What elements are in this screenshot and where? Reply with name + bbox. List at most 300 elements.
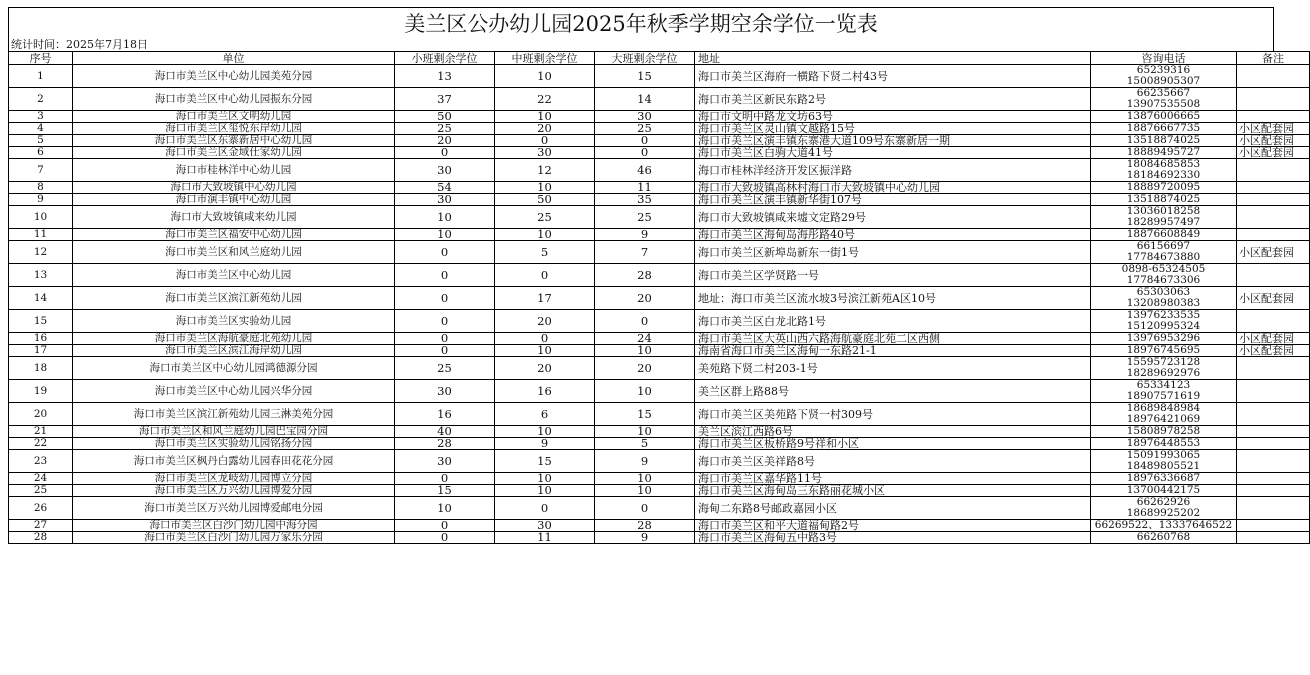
row-note [1237, 88, 1310, 111]
row-address: 海口市美兰区白驹大道41号 [695, 147, 1091, 159]
row-phone [1091, 229, 1237, 241]
row-large-class: 0 [595, 135, 695, 147]
row-no: 17 [9, 345, 73, 357]
row-middle-class: 20 [495, 310, 595, 333]
phone-number: 18876608849 [1126, 228, 1201, 240]
row-middle-class: 10 [495, 111, 595, 123]
phone-number: 18907571619 [1126, 390, 1201, 402]
row-large-class: 0 [595, 310, 695, 333]
row-large-class: 7 [595, 241, 695, 264]
row-large-class: 10 [595, 345, 695, 357]
row-small-class: 30 [395, 159, 495, 182]
row-address: 海口市美兰区演丰镇新华街107号 [695, 194, 1091, 206]
row-no: 28 [9, 532, 73, 544]
row-small-class: 0 [395, 520, 495, 532]
row-address: 海口市美兰区嘉华路11号 [695, 473, 1091, 485]
table-row [9, 403, 1310, 426]
row-middle-class: 30 [495, 520, 595, 532]
row-unit: 海口市美兰区实验幼儿园 [73, 310, 395, 333]
row-phone [1091, 206, 1237, 229]
row-unit: 海口市美兰区海航豪庭北苑幼儿园 [73, 333, 395, 345]
row-large-class: 10 [595, 485, 695, 497]
phone-number: 13036018258 [1126, 205, 1201, 217]
spreadsheet [8, 7, 1294, 669]
phone-number: 13208980383 [1126, 297, 1201, 309]
row-small-class: 30 [395, 194, 495, 206]
row-address: 海口市美兰区灵山镇文越路15号 [695, 123, 1091, 135]
table-row [9, 135, 1310, 147]
row-small-class: 16 [395, 403, 495, 426]
row-middle-class: 17 [495, 287, 595, 310]
row-phone [1091, 520, 1237, 532]
phone-number: 18976421069 [1126, 413, 1201, 425]
row-middle-class: 10 [495, 426, 595, 438]
row-unit: 海口市美兰区滨江新苑幼儿园 [73, 287, 395, 310]
row-unit: 海口市美兰区滨江海岸幼儿园 [73, 345, 395, 357]
row-large-class: 20 [595, 357, 695, 380]
row-no: 8 [9, 182, 73, 194]
row-unit: 海口市美兰区实验幼儿园铭扬分园 [73, 438, 395, 450]
phone-number: 66262926 [1136, 496, 1191, 508]
row-no: 23 [9, 450, 73, 473]
row-note [1237, 229, 1310, 241]
row-phone [1091, 88, 1237, 111]
row-phone [1091, 111, 1237, 123]
row-address: 海口市美兰区新民东路2号 [695, 88, 1091, 111]
row-small-class: 28 [395, 438, 495, 450]
row-middle-class: 0 [495, 497, 595, 520]
row-no: 3 [9, 111, 73, 123]
row-unit: 海口市大致坡镇咸来幼儿园 [73, 206, 395, 229]
row-note [1237, 473, 1310, 485]
row-address: 海口市美兰区板桥路9号祥和小区 [695, 438, 1091, 450]
phone-number: 15091993065 [1126, 449, 1201, 461]
row-unit: 海口市美兰区玺悦东岸幼儿园 [73, 123, 395, 135]
row-note [1237, 111, 1310, 123]
row-no: 13 [9, 264, 73, 287]
row-no: 19 [9, 380, 73, 403]
header-note: 备注 [1237, 52, 1310, 65]
table-row [9, 333, 1310, 345]
row-large-class: 30 [595, 111, 695, 123]
row-large-class: 20 [595, 287, 695, 310]
row-no: 12 [9, 241, 73, 264]
row-unit: 海口市美兰区文明幼儿园 [73, 111, 395, 123]
table-row [9, 450, 1310, 473]
row-no: 10 [9, 206, 73, 229]
row-unit: 海口市美兰区白沙门幼儿园中海分园 [73, 520, 395, 532]
row-note [1237, 310, 1310, 333]
row-middle-class: 20 [495, 123, 595, 135]
row-large-class: 25 [595, 123, 695, 135]
table-row [9, 194, 1310, 206]
row-no: 9 [9, 194, 73, 206]
row-note [1237, 520, 1310, 532]
row-note: 小区配套园 [1237, 333, 1310, 345]
row-small-class: 0 [395, 333, 495, 345]
table-row [9, 426, 1310, 438]
header-middle-class: 中班剩余学位 [495, 52, 595, 65]
row-unit: 海口市美兰区枫丹白露幼儿园春田花花分园 [73, 450, 395, 473]
row-middle-class: 11 [495, 532, 595, 544]
row-large-class: 10 [595, 426, 695, 438]
row-phone [1091, 135, 1237, 147]
vacancy-table [8, 51, 1310, 544]
row-middle-class: 25 [495, 206, 595, 229]
phone-number: 66260768 [1136, 531, 1191, 543]
row-large-class: 0 [595, 147, 695, 159]
row-small-class: 0 [395, 310, 495, 333]
row-phone [1091, 473, 1237, 485]
row-phone [1091, 485, 1237, 497]
row-small-class: 25 [395, 357, 495, 380]
table-row [9, 182, 1310, 194]
row-small-class: 15 [395, 485, 495, 497]
phone-number: 17784673306 [1126, 274, 1201, 286]
table-row [9, 357, 1310, 380]
row-small-class: 20 [395, 135, 495, 147]
row-large-class: 5 [595, 438, 695, 450]
phone-number: 18876667735 [1126, 122, 1201, 134]
row-small-class: 0 [395, 532, 495, 544]
row-phone [1091, 241, 1237, 264]
row-large-class: 14 [595, 88, 695, 111]
row-small-class: 30 [395, 380, 495, 403]
row-address: 美苑路下贤二村203-1号 [695, 357, 1091, 380]
row-note [1237, 438, 1310, 450]
row-note [1237, 264, 1310, 287]
table-row [9, 380, 1310, 403]
row-note: 小区配套园 [1237, 345, 1310, 357]
row-phone [1091, 357, 1237, 380]
row-phone [1091, 310, 1237, 333]
row-unit: 海口市美兰区滨江新苑幼儿园三淋美苑分园 [73, 403, 395, 426]
row-no: 16 [9, 333, 73, 345]
row-no: 15 [9, 310, 73, 333]
row-large-class: 46 [595, 159, 695, 182]
row-no: 1 [9, 65, 73, 88]
phone-number: 13700442175 [1126, 484, 1201, 496]
row-phone [1091, 287, 1237, 310]
row-phone [1091, 403, 1237, 426]
row-address: 海口市美兰区和平大道福甸路2号 [695, 520, 1091, 532]
table-row [9, 532, 1310, 544]
phone-number: 65334123 [1136, 379, 1191, 391]
header-phone: 咨询电话 [1091, 52, 1237, 65]
row-address: 美兰区群上路88号 [695, 380, 1091, 403]
stat-time: 统计时间：2025年7月18日 [8, 39, 1274, 51]
phone-number: 18289957497 [1126, 216, 1201, 228]
row-large-class: 25 [595, 206, 695, 229]
row-phone [1091, 345, 1237, 357]
row-note [1237, 357, 1310, 380]
row-unit: 海口市美兰区万兴幼儿园博爱分园 [73, 485, 395, 497]
row-note [1237, 450, 1310, 473]
phone-number: 15008905307 [1126, 75, 1201, 87]
row-note: 小区配套园 [1237, 123, 1310, 135]
row-address: 海口市大致坡镇咸来墟文定路29号 [695, 206, 1091, 229]
row-middle-class: 9 [495, 438, 595, 450]
table-row [9, 241, 1310, 264]
phone-number: 15120995324 [1126, 320, 1201, 332]
phone-number: 13876006665 [1126, 110, 1201, 122]
row-address: 海口市美兰区演丰镇东寨港大道109号东寨新居一期 [695, 135, 1091, 147]
row-middle-class: 10 [495, 182, 595, 194]
row-note [1237, 532, 1310, 544]
phone-number: 13976233535 [1126, 309, 1201, 321]
table-row [9, 497, 1310, 520]
row-phone [1091, 159, 1237, 182]
row-no: 20 [9, 403, 73, 426]
row-phone [1091, 380, 1237, 403]
phone-number: 65239316 [1136, 64, 1191, 76]
row-address: 海口市大致坡镇高林村海口市大致坡镇中心幼儿园 [695, 182, 1091, 194]
row-address: 海口市桂林洋经济开发区振洋路 [695, 159, 1091, 182]
row-note [1237, 403, 1310, 426]
row-address: 海口市美兰区美苑路下贤一村309号 [695, 403, 1091, 426]
row-address: 海口市美兰区美祥路8号 [695, 450, 1091, 473]
row-large-class: 28 [595, 264, 695, 287]
phone-number: 66269522、13337646522 [1094, 519, 1233, 531]
row-note: 小区配套园 [1237, 287, 1310, 310]
row-middle-class: 10 [495, 65, 595, 88]
row-unit: 海口市美兰区中心幼儿园美苑分园 [73, 65, 395, 88]
table-row [9, 123, 1310, 135]
row-middle-class: 30 [495, 147, 595, 159]
row-address: 地址：海口市美兰区流水坡3号滨江新苑A区10号 [695, 287, 1091, 310]
row-small-class: 37 [395, 88, 495, 111]
row-note [1237, 380, 1310, 403]
row-no: 14 [9, 287, 73, 310]
header-row [9, 52, 1310, 65]
row-phone [1091, 65, 1237, 88]
row-note [1237, 182, 1310, 194]
phone-number: 66156697 [1136, 240, 1191, 252]
table-row [9, 520, 1310, 532]
row-large-class: 10 [595, 473, 695, 485]
row-unit: 海口市美兰区金域仕家幼儿园 [73, 147, 395, 159]
row-phone [1091, 450, 1237, 473]
table-row [9, 206, 1310, 229]
row-small-class: 10 [395, 206, 495, 229]
row-note: 小区配套园 [1237, 241, 1310, 264]
row-middle-class: 16 [495, 380, 595, 403]
row-middle-class: 0 [495, 135, 595, 147]
row-address: 海口市文明中路龙文坊63号 [695, 111, 1091, 123]
row-no: 21 [9, 426, 73, 438]
row-large-class: 0 [595, 497, 695, 520]
row-no: 22 [9, 438, 73, 450]
sheet-title: 美兰区公办幼儿园2025年秋季学期空余学位一览表 [8, 7, 1274, 39]
row-unit: 海口市美兰区中心幼儿园 [73, 264, 395, 287]
row-phone [1091, 532, 1237, 544]
phone-number: 18489805521 [1126, 460, 1201, 472]
header-address: 地址 [695, 52, 1091, 65]
table-row [9, 264, 1310, 287]
row-large-class: 35 [595, 194, 695, 206]
row-unit: 海口市美兰区福安中心幼儿园 [73, 229, 395, 241]
row-address: 海口市美兰区海府一横路下贤二村43号 [695, 65, 1091, 88]
table-row [9, 147, 1310, 159]
row-note [1237, 485, 1310, 497]
row-middle-class: 0 [495, 333, 595, 345]
row-address: 海口市美兰区大英山西六路海航豪庭北苑二区西侧 [695, 333, 1091, 345]
row-phone [1091, 147, 1237, 159]
table-row [9, 111, 1310, 123]
row-address: 海甸二东路8号邮政嘉园小区 [695, 497, 1091, 520]
row-small-class: 25 [395, 123, 495, 135]
row-address: 海口市美兰区新埠岛新东一街1号 [695, 241, 1091, 264]
row-large-class: 24 [595, 333, 695, 345]
table-row [9, 485, 1310, 497]
row-unit: 海口市美兰区和风兰庭幼儿园 [73, 241, 395, 264]
row-small-class: 10 [395, 229, 495, 241]
row-no: 5 [9, 135, 73, 147]
phone-number: 0898-65324505 [1121, 263, 1206, 275]
row-phone [1091, 194, 1237, 206]
row-middle-class: 20 [495, 357, 595, 380]
row-unit: 海口市美兰区和风兰庭幼儿园巴宝园分园 [73, 426, 395, 438]
row-no: 4 [9, 123, 73, 135]
row-address: 美兰区滨江西路6号 [695, 426, 1091, 438]
row-unit: 海口市美兰区中心幼儿园振东分园 [73, 88, 395, 111]
phone-number: 18976745695 [1126, 344, 1201, 356]
row-middle-class: 22 [495, 88, 595, 111]
row-unit: 海口市美兰区东寨新居中心幼儿园 [73, 135, 395, 147]
phone-number: 13518874025 [1126, 134, 1201, 146]
row-middle-class: 0 [495, 264, 595, 287]
table-row [9, 159, 1310, 182]
row-small-class: 10 [395, 497, 495, 520]
row-phone [1091, 426, 1237, 438]
row-middle-class: 6 [495, 403, 595, 426]
row-unit: 海口市演丰镇中心幼儿园 [73, 194, 395, 206]
table-row [9, 310, 1310, 333]
phone-number: 18889720095 [1126, 181, 1201, 193]
phone-number: 18289692976 [1126, 367, 1201, 379]
row-note [1237, 206, 1310, 229]
row-large-class: 9 [595, 229, 695, 241]
phone-number: 18689848984 [1126, 402, 1201, 414]
phone-number: 18689925202 [1126, 507, 1201, 519]
row-no: 18 [9, 357, 73, 380]
row-middle-class: 10 [495, 473, 595, 485]
row-no: 24 [9, 473, 73, 485]
row-note [1237, 159, 1310, 182]
table-row [9, 229, 1310, 241]
row-address: 海口市美兰区海甸岛三东路丽花城小区 [695, 485, 1091, 497]
table-row [9, 65, 1310, 88]
row-small-class: 0 [395, 264, 495, 287]
phone-number: 18889495727 [1126, 146, 1201, 158]
phone-number: 18084685853 [1126, 158, 1201, 170]
row-small-class: 0 [395, 241, 495, 264]
row-no: 11 [9, 229, 73, 241]
table-row [9, 438, 1310, 450]
row-large-class: 11 [595, 182, 695, 194]
row-small-class: 50 [395, 111, 495, 123]
phone-number: 17784673880 [1126, 251, 1201, 263]
row-large-class: 15 [595, 403, 695, 426]
table-row [9, 88, 1310, 111]
row-note [1237, 426, 1310, 438]
row-no: 2 [9, 88, 73, 111]
phone-number: 15808978258 [1126, 425, 1201, 437]
row-small-class: 0 [395, 147, 495, 159]
phone-number: 13907535508 [1126, 98, 1201, 110]
row-large-class: 9 [595, 450, 695, 473]
row-address: 海南省海口市美兰区海甸一东路21-1 [695, 345, 1091, 357]
row-no: 26 [9, 497, 73, 520]
row-unit: 海口市美兰区龙岐幼儿园博立分园 [73, 473, 395, 485]
table-row [9, 473, 1310, 485]
table-row [9, 345, 1310, 357]
row-phone [1091, 497, 1237, 520]
phone-number: 13976953296 [1126, 332, 1201, 344]
row-phone [1091, 438, 1237, 450]
header-large-class: 大班剩余学位 [595, 52, 695, 65]
row-middle-class: 10 [495, 229, 595, 241]
row-middle-class: 15 [495, 450, 595, 473]
row-address: 海口市美兰区海甸岛海彤路40号 [695, 229, 1091, 241]
row-address: 海口市美兰区海甸五中路3号 [695, 532, 1091, 544]
row-no: 25 [9, 485, 73, 497]
row-phone [1091, 264, 1237, 287]
row-note: 小区配套园 [1237, 135, 1310, 147]
row-note [1237, 65, 1310, 88]
row-large-class: 9 [595, 532, 695, 544]
row-large-class: 15 [595, 65, 695, 88]
row-no: 6 [9, 147, 73, 159]
row-no: 7 [9, 159, 73, 182]
row-phone [1091, 182, 1237, 194]
row-large-class: 10 [595, 380, 695, 403]
row-middle-class: 10 [495, 345, 595, 357]
phone-number: 18976448553 [1126, 437, 1201, 449]
row-middle-class: 12 [495, 159, 595, 182]
row-small-class: 13 [395, 65, 495, 88]
row-address: 海口市美兰区学贤路一号 [695, 264, 1091, 287]
header-small-class: 小班剩余学位 [395, 52, 495, 65]
phone-number: 15595723128 [1126, 356, 1201, 368]
row-unit: 海口市美兰区中心幼儿园兴华分园 [73, 380, 395, 403]
row-unit: 海口市桂林洋中心幼儿园 [73, 159, 395, 182]
row-middle-class: 10 [495, 485, 595, 497]
row-small-class: 0 [395, 287, 495, 310]
row-large-class: 28 [595, 520, 695, 532]
row-unit: 海口市美兰区中心幼儿园鸿德源分园 [73, 357, 395, 380]
row-small-class: 40 [395, 426, 495, 438]
row-note [1237, 497, 1310, 520]
table-row [9, 287, 1310, 310]
phone-number: 13518874025 [1126, 193, 1201, 205]
row-unit: 海口市美兰区白沙门幼儿园万家乐分园 [73, 532, 395, 544]
phone-number: 18976336687 [1126, 472, 1201, 484]
phone-number: 66235667 [1136, 87, 1191, 99]
phone-number: 18184692330 [1126, 169, 1201, 181]
row-unit: 海口市大致坡镇中心幼儿园 [73, 182, 395, 194]
row-address: 海口市美兰区白龙北路1号 [695, 310, 1091, 333]
row-small-class: 54 [395, 182, 495, 194]
row-no: 27 [9, 520, 73, 532]
row-middle-class: 5 [495, 241, 595, 264]
row-note: 小区配套园 [1237, 147, 1310, 159]
row-note [1237, 194, 1310, 206]
row-phone [1091, 123, 1237, 135]
header-unit: 单位 [73, 52, 395, 65]
phone-number: 65303063 [1136, 286, 1191, 298]
row-unit: 海口市美兰区万兴幼儿园博爱邮电分园 [73, 497, 395, 520]
